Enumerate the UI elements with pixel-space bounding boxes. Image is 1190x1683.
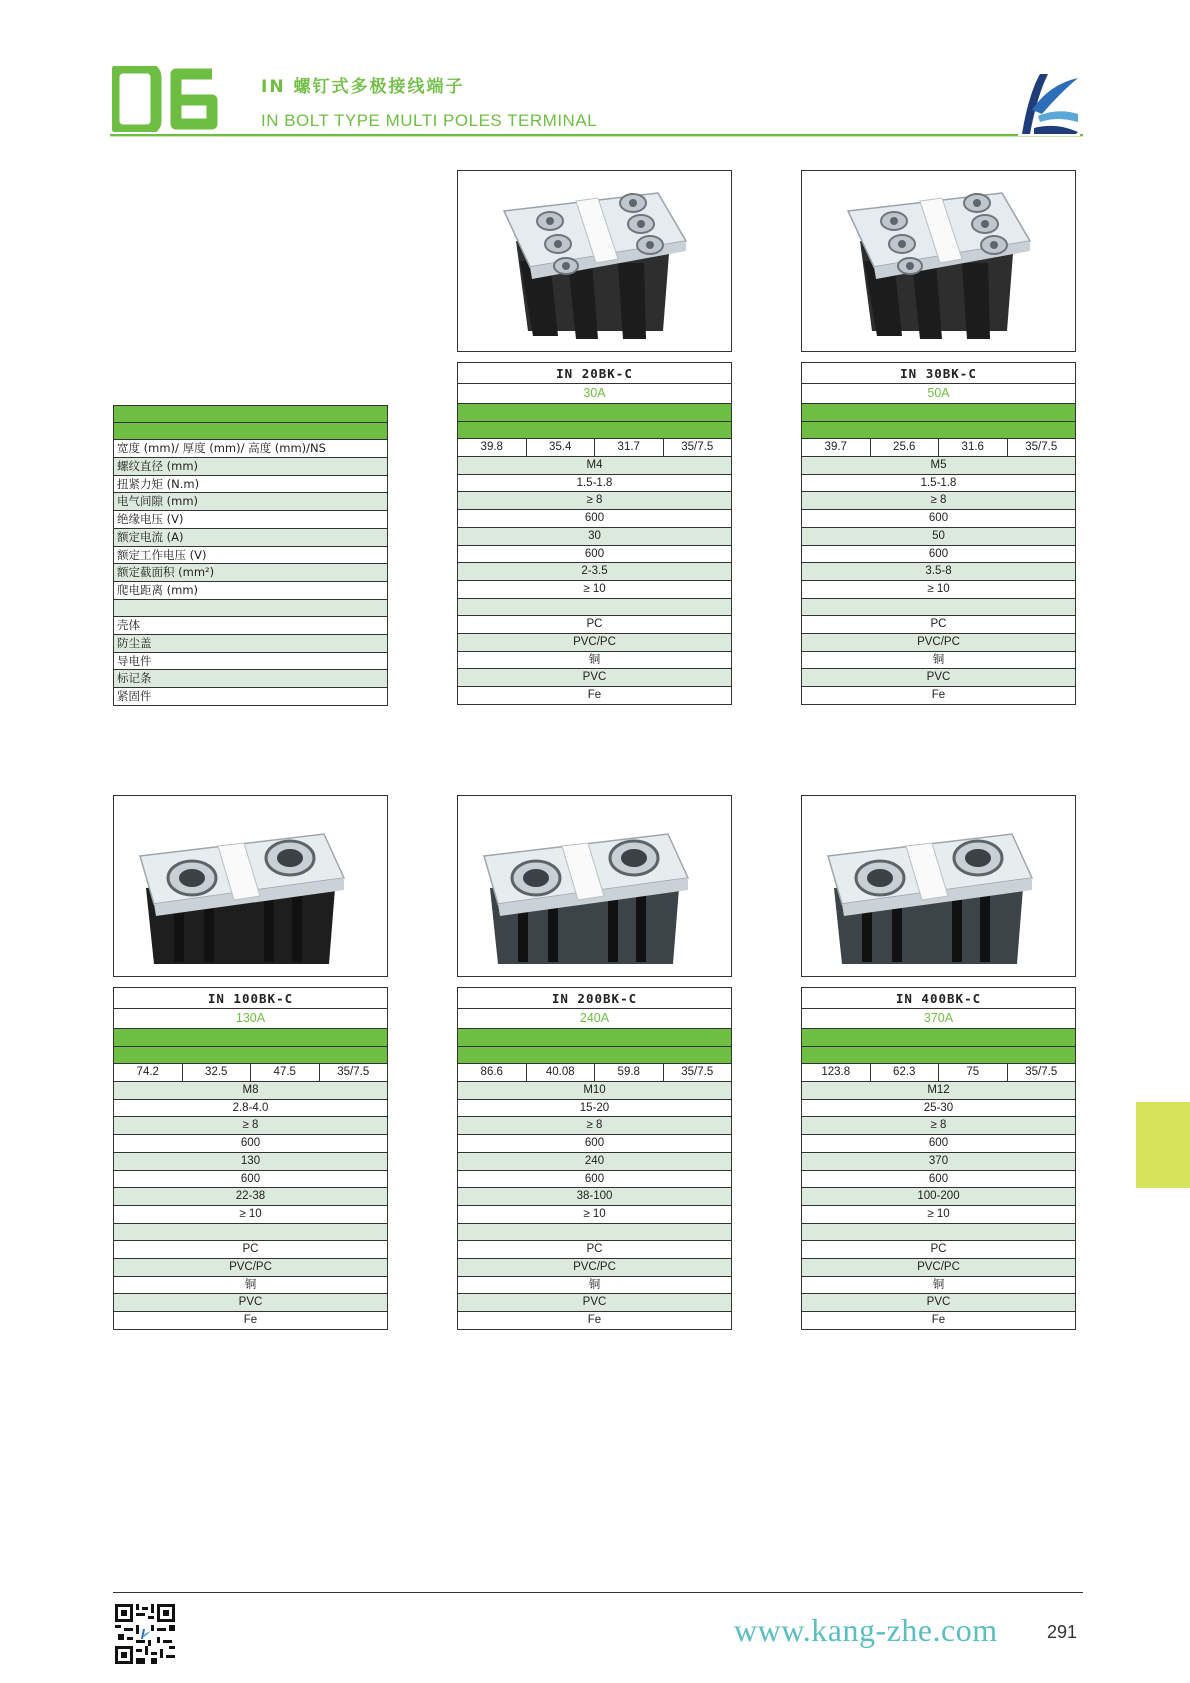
label-conductor: 导电件	[113, 653, 388, 671]
dimension-cell: 35/7.5	[337, 1066, 370, 1079]
spec-torque: 15-20	[457, 1100, 732, 1118]
product-model: IN 100BK-C	[113, 987, 388, 1009]
product-model: IN 20BK-C	[457, 362, 732, 384]
spec-spacer	[457, 599, 732, 617]
spec-rated-current: 30	[457, 528, 732, 546]
product-dimensions	[457, 1064, 732, 1082]
spec-header-bar	[113, 1029, 388, 1047]
spec-thread: M12	[801, 1082, 1076, 1100]
product-photo	[801, 795, 1076, 977]
spec-marker: PVC	[113, 1294, 388, 1312]
spec-rated-current: 370	[801, 1153, 1076, 1171]
spec-header-bar	[801, 422, 1076, 440]
dimension-cell: 35/7.5	[1025, 1066, 1058, 1079]
spec-label-column	[113, 405, 388, 706]
spec-insulation-voltage: 600	[457, 1135, 732, 1153]
product-current-rating: 370A	[801, 1009, 1076, 1029]
dimension-cell: 47.5	[251, 1064, 320, 1081]
spec-rated-working-voltage: 600	[457, 1171, 732, 1189]
product-photo	[457, 795, 732, 977]
spec-rated-current: 50	[801, 528, 1076, 546]
spec-torque: 2.8-4.0	[113, 1100, 388, 1118]
spec-rated-section: 100-200	[801, 1188, 1076, 1206]
label-creepage: 爬电距离 (mm)	[113, 582, 388, 600]
spec-spacer	[801, 599, 1076, 617]
spec-housing: PC	[457, 616, 732, 634]
product-spec-table	[457, 987, 732, 1330]
product-current-rating: 240A	[457, 1009, 732, 1029]
spec-rated-current: 240	[457, 1153, 732, 1171]
label-rated-current: 额定电流 (A)	[113, 529, 388, 547]
spec-dust-cover: PVC/PC	[801, 634, 1076, 652]
label-header-bar	[113, 405, 388, 423]
product-dimensions	[457, 439, 732, 457]
spec-marker: PVC	[457, 1294, 732, 1312]
dimension-cell: 35/7.5	[681, 1066, 714, 1079]
spec-rated-working-voltage: 600	[113, 1171, 388, 1189]
spec-creepage: ≥ 10	[801, 1206, 1076, 1224]
label-marker: 标记条	[113, 670, 388, 688]
dimension-cell: 75	[939, 1064, 1008, 1081]
product-model: IN 400BK-C	[801, 987, 1076, 1009]
spec-spacer	[457, 1224, 732, 1242]
spec-dust-cover: PVC/PC	[457, 634, 732, 652]
label-header-bar	[113, 423, 388, 441]
product-dimensions	[801, 1064, 1076, 1082]
product-spec-table	[113, 987, 388, 1330]
label-clearance: 电气间隙 (mm)	[113, 493, 388, 511]
spec-thread: M8	[113, 1082, 388, 1100]
footer-divider	[113, 1592, 1083, 1593]
header-divider-shadow	[110, 136, 1083, 137]
product-current-rating: 30A	[457, 384, 732, 404]
spec-rated-working-voltage: 600	[801, 546, 1076, 564]
spec-fastener: Fe	[801, 1312, 1076, 1330]
dimension-cell: 31.6	[939, 439, 1008, 456]
dimension-cell: 35/7.5	[1025, 441, 1058, 454]
spec-dust-cover: PVC/PC	[457, 1259, 732, 1277]
product-current-rating: 50A	[801, 384, 1076, 404]
spec-conductor: 铜	[113, 1277, 388, 1295]
brand-logo-icon	[1018, 70, 1080, 136]
label-torque: 扭紧力矩 (N.m)	[113, 476, 388, 494]
label-fastener: 紧固件	[113, 688, 388, 706]
section-title-cn: IN 螺钉式多极接线端子	[261, 77, 465, 97]
dimension-cell: 39.7	[802, 439, 871, 456]
section-title-en: IN BOLT TYPE MULTI POLES TERMINAL	[261, 111, 598, 130]
product-card	[801, 795, 1076, 1330]
spec-thread: M4	[457, 457, 732, 475]
spec-insulation-voltage: 600	[801, 1135, 1076, 1153]
spec-header-bar	[457, 1029, 732, 1047]
product-card	[113, 795, 388, 1330]
product-dimensions	[801, 439, 1076, 457]
spec-marker: PVC	[801, 669, 1076, 687]
spec-conductor: 铜	[457, 1277, 732, 1295]
spec-rated-section: 3.5-8	[801, 563, 1076, 581]
spec-insulation-voltage: 600	[801, 510, 1076, 528]
spec-fastener: Fe	[113, 1312, 388, 1330]
dimension-cell: 40.08	[527, 1064, 596, 1081]
label-rated-section: 额定截面积 (mm²)	[113, 564, 388, 582]
spec-marker: PVC	[457, 669, 732, 687]
dimension-cell: 123.8	[802, 1064, 871, 1081]
product-spec-table	[801, 362, 1076, 705]
spec-clearance: ≥ 8	[113, 1117, 388, 1135]
spec-torque: 25-30	[801, 1100, 1076, 1118]
spec-torque: 1.5-1.8	[801, 475, 1076, 493]
product-model: IN 200BK-C	[457, 987, 732, 1009]
product-spec-table	[457, 362, 732, 705]
spec-header-bar	[113, 1047, 388, 1065]
product-card	[457, 795, 732, 1330]
label-spacer	[113, 600, 388, 618]
spec-fastener: Fe	[801, 687, 1076, 705]
label-housing: 壳体	[113, 617, 388, 635]
product-spec-table	[801, 987, 1076, 1330]
spec-header-bar	[801, 1047, 1076, 1065]
spec-rated-section: 38-100	[457, 1188, 732, 1206]
section-number-graphic	[112, 66, 222, 132]
dimension-cell: 25.6	[871, 439, 940, 456]
product-photo	[113, 795, 388, 977]
spec-creepage: ≥ 10	[457, 581, 732, 599]
spec-insulation-voltage: 600	[457, 510, 732, 528]
dimension-cell: 35.4	[527, 439, 596, 456]
dimension-cell: 39.8	[458, 439, 527, 456]
product-card	[801, 170, 1076, 705]
spec-clearance: ≥ 8	[457, 1117, 732, 1135]
spec-rated-section: 2-3.5	[457, 563, 732, 581]
spec-thread: M5	[801, 457, 1076, 475]
product-dimensions	[113, 1064, 388, 1082]
spec-insulation-voltage: 600	[113, 1135, 388, 1153]
label-thread: 螺纹直径 (mm)	[113, 458, 388, 476]
dimension-cell: 62.3	[871, 1064, 940, 1081]
spec-spacer	[113, 1224, 388, 1242]
spec-housing: PC	[801, 616, 1076, 634]
product-card	[457, 170, 732, 705]
spec-dust-cover: PVC/PC	[801, 1259, 1076, 1277]
dimension-cell: 59.8	[595, 1064, 664, 1081]
spec-fastener: Fe	[457, 1312, 732, 1330]
spec-torque: 1.5-1.8	[457, 475, 732, 493]
spec-rated-working-voltage: 600	[801, 1171, 1076, 1189]
chapter-side-tab	[1136, 1102, 1190, 1188]
website-link[interactable]: www.kang-zhe.com	[734, 1612, 998, 1648]
spec-creepage: ≥ 10	[457, 1206, 732, 1224]
spec-clearance: ≥ 8	[801, 1117, 1076, 1135]
product-photo	[801, 170, 1076, 352]
spec-thread: M10	[457, 1082, 732, 1100]
spec-fastener: Fe	[457, 687, 732, 705]
spec-conductor: 铜	[801, 1277, 1076, 1295]
spec-header-bar	[457, 404, 732, 422]
spec-conductor: 铜	[801, 652, 1076, 670]
spec-header-bar	[801, 404, 1076, 422]
dimension-cell: 86.6	[458, 1064, 527, 1081]
spec-housing: PC	[113, 1241, 388, 1259]
dimension-cell: 74.2	[114, 1064, 183, 1081]
spec-marker: PVC	[801, 1294, 1076, 1312]
spec-conductor: 铜	[457, 652, 732, 670]
spec-dust-cover: PVC/PC	[113, 1259, 388, 1277]
product-current-rating: 130A	[113, 1009, 388, 1029]
label-rated-working-voltage: 额定工作电压 (V)	[113, 547, 388, 565]
spec-housing: PC	[801, 1241, 1076, 1259]
dimension-cell: 35/7.5	[681, 441, 714, 454]
spec-clearance: ≥ 8	[801, 492, 1076, 510]
spec-housing: PC	[457, 1241, 732, 1259]
spec-header-bar	[801, 1029, 1076, 1047]
spec-creepage: ≥ 10	[801, 581, 1076, 599]
label-insulation-voltage: 绝缘电压 (V)	[113, 511, 388, 529]
dimension-cell: 31.7	[595, 439, 664, 456]
spec-header-bar	[457, 422, 732, 440]
spec-spacer	[801, 1224, 1076, 1242]
spec-rated-working-voltage: 600	[457, 546, 732, 564]
dimension-cell: 32.5	[183, 1064, 252, 1081]
spec-creepage: ≥ 10	[113, 1206, 388, 1224]
spec-header-bar	[457, 1047, 732, 1065]
qr-code-icon[interactable]	[115, 1604, 175, 1664]
label-dust-cover: 防尘盖	[113, 635, 388, 653]
spec-rated-current: 130	[113, 1153, 388, 1171]
page-number: 291	[1047, 1622, 1078, 1642]
product-photo	[457, 170, 732, 352]
spec-clearance: ≥ 8	[457, 492, 732, 510]
spec-rated-section: 22-38	[113, 1188, 388, 1206]
product-model: IN 30BK-C	[801, 362, 1076, 384]
label-dims: 宽度 (mm)/ 厚度 (mm)/ 高度 (mm)/NS	[113, 440, 388, 458]
